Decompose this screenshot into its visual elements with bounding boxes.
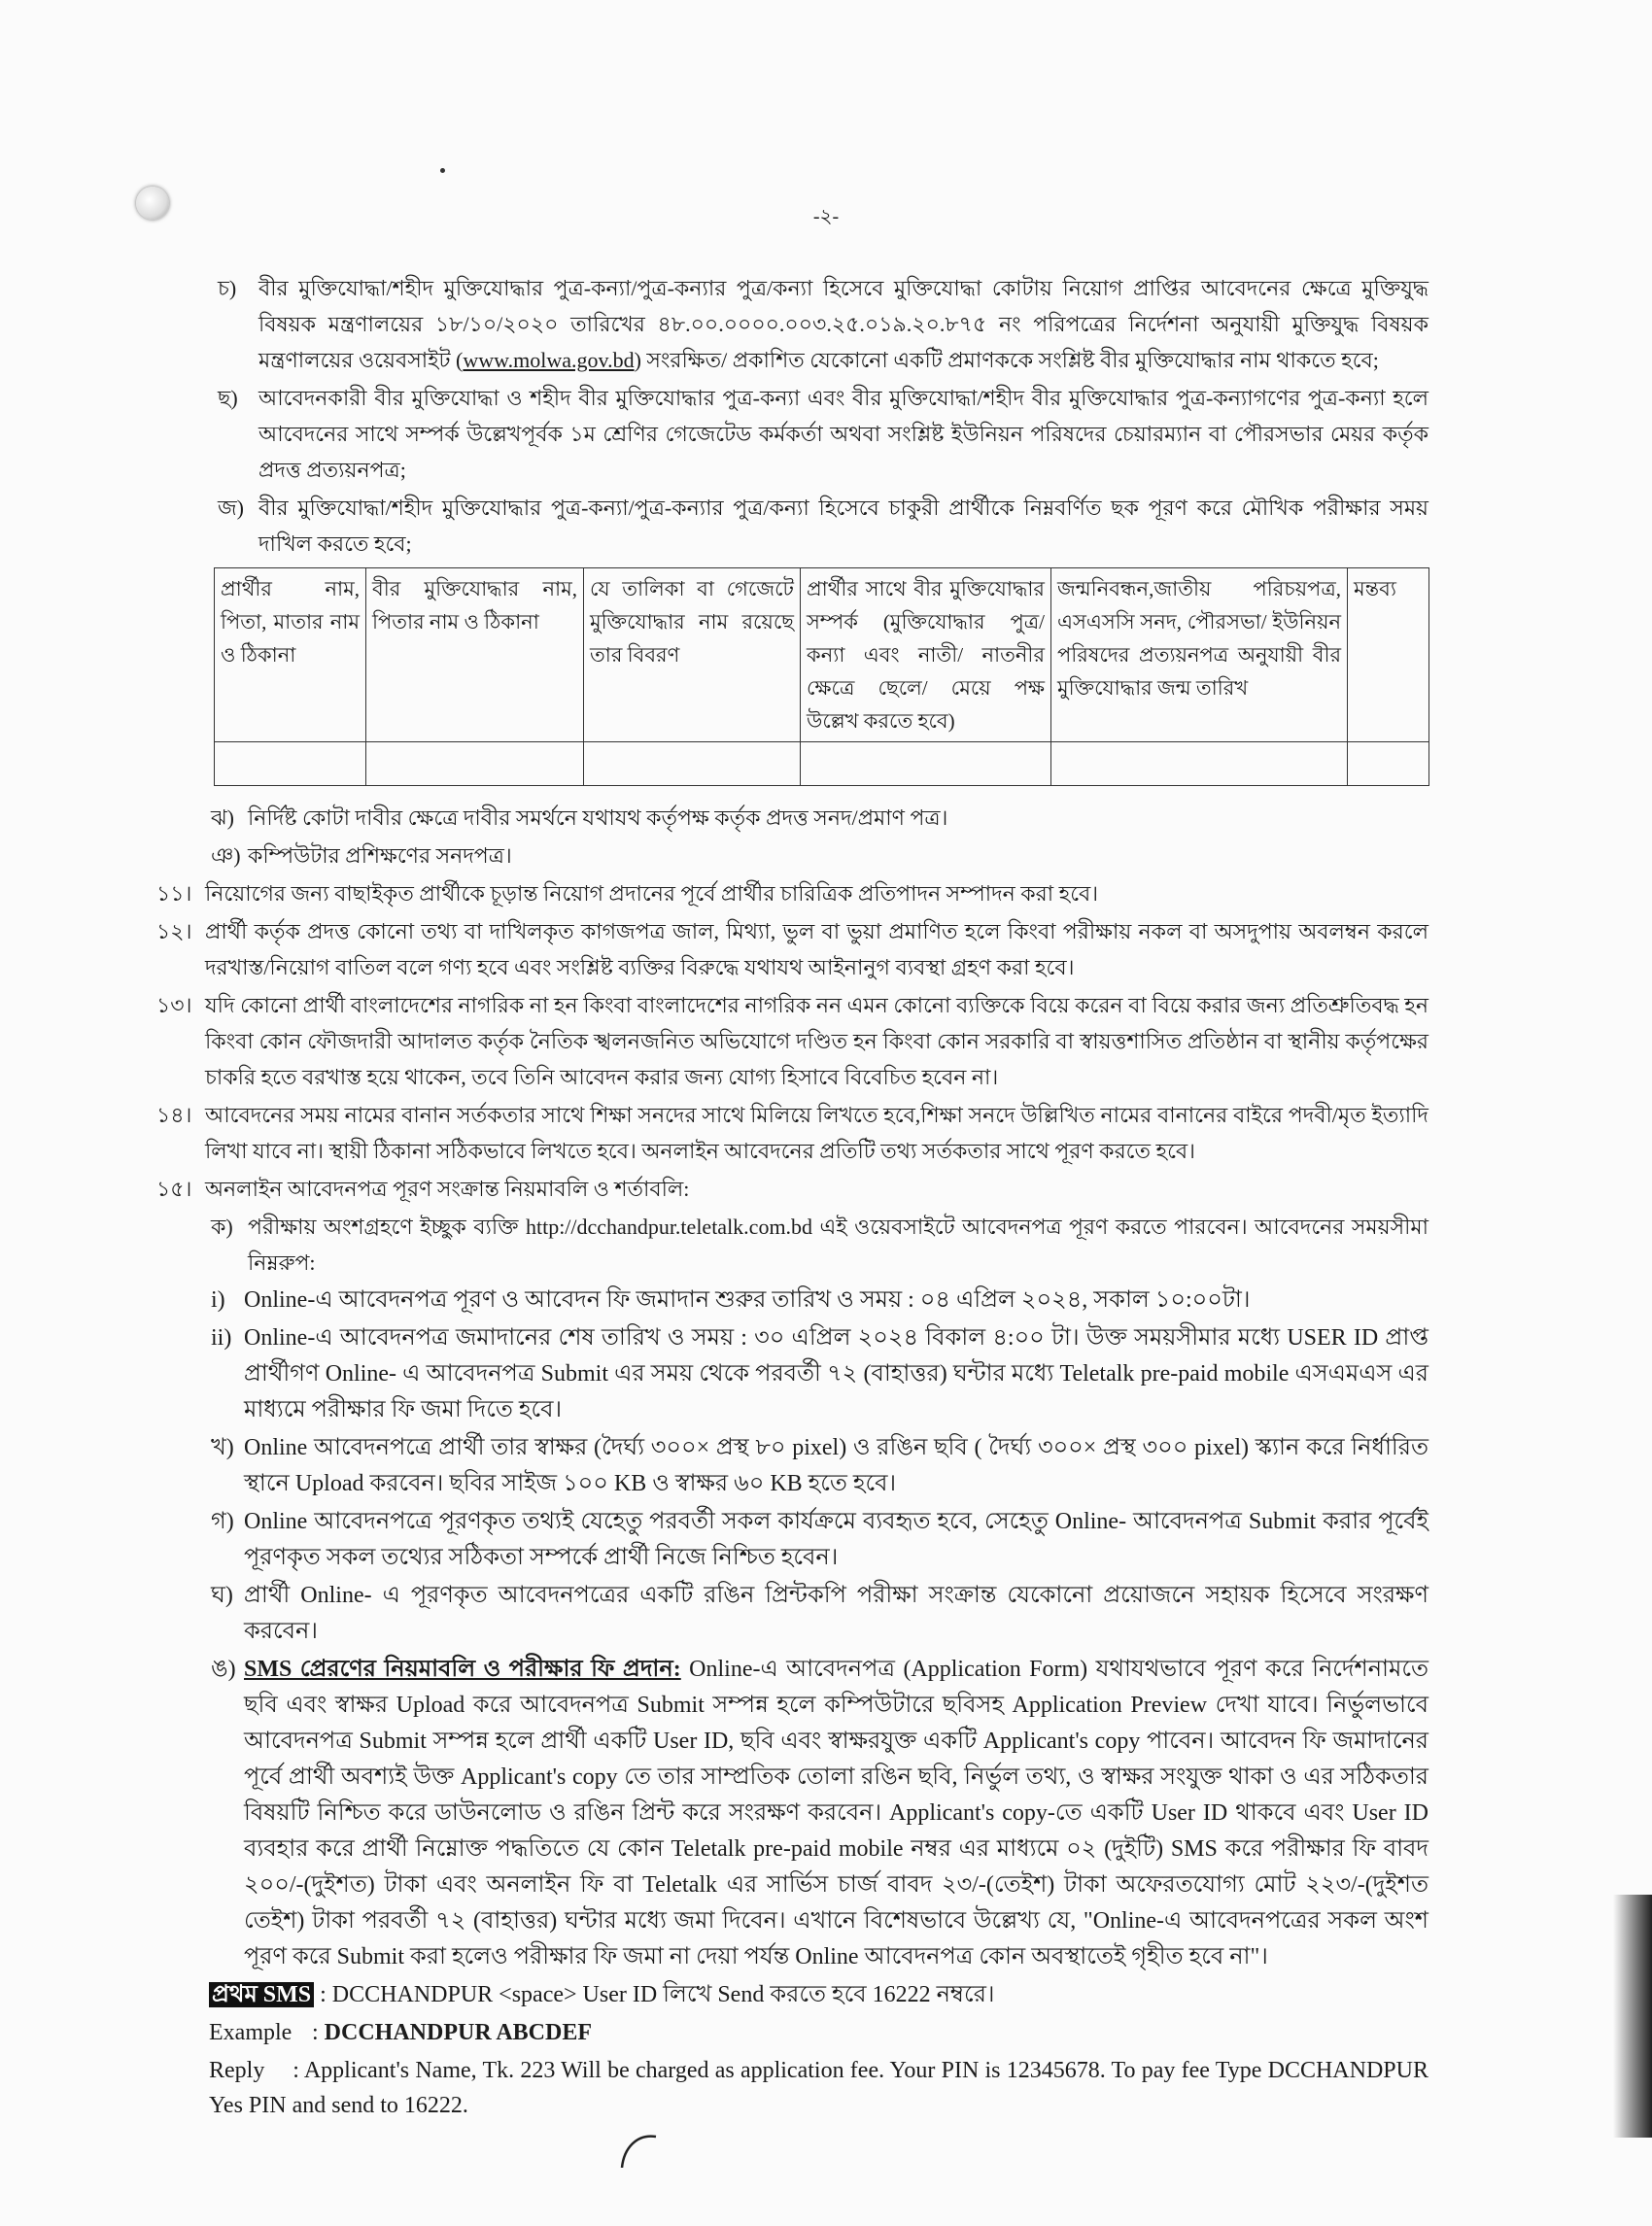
- table-cell: [366, 742, 584, 786]
- table-header-cell: মন্তব্য: [1348, 568, 1429, 742]
- table-header-cell: বীর মুক্তিযোদ্ধার নাম, পিতার নাম ও ঠিকানা: [366, 568, 584, 742]
- item-label: জ): [218, 496, 245, 520]
- item-label: ঞ): [211, 843, 241, 868]
- item-chha: [218, 380, 1428, 488]
- online-item-i: [211, 1283, 1428, 1318]
- table-cell: [215, 742, 366, 786]
- clause-text: নিয়োগের জন্য বাছাইকৃত প্রার্থীকে চূড়ান্ত নিয়োগ প্রদানের পূর্বে প্রার্থীর চারিত্রিক প্রতিপাদন সম্পাদন করা হবে।: [205, 881, 1099, 906]
- first-sms-line: [209, 1977, 1428, 2013]
- clause-number: ১১।: [156, 881, 192, 906]
- online-item-gha: [211, 1578, 1428, 1650]
- item-text: Online আবেদনপত্রে প্রার্থী তার স্বাক্ষর (দৈর্ঘ্য ৩০০× প্রস্থ ৮০ pixel) ও রঙিন ছবি ( দৈর্ঘ্য ৩০০× প্রস্থ ৩০০ pixel) স্ক্যান করে নির্ধারিত স্থানে Upload করবেন। ছবির সাইজ ১০০ KB ও স্বাক্ষর ৬০ KB হতে হবে।: [244, 1435, 1428, 1496]
- document-body: [155, 0, 1428, 2226]
- table-header-cell: যে তালিকা বা গেজেটে মুক্তিযোদ্ধার নাম রয়েছে তার বিবরণ: [584, 568, 801, 742]
- online-item-ga: [211, 1504, 1428, 1576]
- item-text: Online-এ আবেদনপত্র (Application Form) যথাযথভাবে পূরণ করে নির্দেশনামতে ছবি এবং স্বাক্ষর Upload করে আবেদনপত্র Submit সম্পন্ন হলে কম্পিউটারে ছবিসহ Application Preview দেখা যাবে। নির্ভুলভাবে আবেদনপত্র Submit সম্পন্ন হলে প্রার্থী একটি User ID, ছবি এবং স্বাক্ষরযুক্ত একটি Applicant's copy পাবেন। আবেদন ফি জমাদানের পূর্বে প্রার্থী অবশ্যই উক্ত Applicant's copy তে তার সাম্প্রতিক তোলা রঙিন ছবি, নির্ভুল তথ্য, ও স্বাক্ষর সংযুক্ত থাকা ও এর সঠিকতার বিষয়টি নিশ্চিত করে ডাউনলোড ও রঙিন প্রিন্ট করে সংরক্ষণ করবেন। Applicant's copy-তে একটি User ID থাকবে এবং User ID ব্যবহার করে প্রার্থী নিম্নোক্ত পদ্ধতিতে যে কোন Teletalk pre-paid mobile নম্বর এর মাধ্যমে ০২ (দুইটি) SMS করে পরীক্ষার ফি বাবদ ২০০/-(দুইশত) টাকা এবং অনলাইন ফি বা Teletalk এর সার্ভিস চার্জ বাবদ ২৩/-(তেইশ) টাকা অফেরতযোগ্য মোট ২২৩/-(দুইশত তেইশ) টাকা পরবর্তী ৭২ (বাহাত্তর) ঘন্টার মধ্যে জমা দিবেন। এখানে বিশেষভাবে উল্লেখ্য যে, "Online-এ আবেদনপত্রের সকল অংশ পূরণ করে Submit করা হলেও পরীক্ষার ফি জমা না দেয়া পর্যন্ত Online আবেদনপত্র কোন অবস্থাতেই গৃহীত হবে না"।: [244, 1657, 1428, 1969]
- clause-text: আবেদনের সময় নামের বানান সর্তকতার সাথে শিক্ষা সনদের সাথে মিলিয়ে লিখতে হবে,শিক্ষা সনদে উল্লিখিত নামের বানানের বাইরে পদবী/মৃত ইত্যাদি লিখা যাবে না। স্থায়ী ঠিকানা সঠিকভাবে লিখতে হবে। অনলাইন আবেদনের প্রতিটি তথ্য সর্তকতার সাথে পূরণ করতে হবে।: [205, 1103, 1428, 1163]
- example-value: DCCHANDPUR ABCDEF: [324, 2020, 593, 2045]
- item-text: প্রার্থী Online- এ পূরণকৃত আবেদনপত্রের একটি রঙিন প্রিন্টকপি পরীক্ষা সংক্রান্ত যেকোনো প্রয়োজনে সহায়ক হিসেবে সংরক্ষণ করবেন।: [244, 1583, 1428, 1644]
- online-item-ka: [211, 1209, 1428, 1281]
- table-empty-row: [215, 742, 1429, 786]
- item-label: ii): [211, 1325, 232, 1351]
- table-header-cell: জন্মনিবন্ধন,জাতীয় পরিচয়পত্র, এসএসসি সনদ, পৌরসভা/ ইউনিয়ন পরিষদের প্রত্যয়নপত্র অনুযায়ী বীর মুক্তিযোদ্ধার জন্ম তারিখ: [1051, 568, 1348, 742]
- item-text: পরীক্ষায় অংশগ্রহণে ইচ্ছুক ব্যক্তি http://dcchandpur.teletalk.com.bd এই ওয়েবসাইটে আবেদনপত্র পূরণ করতে পারবেন। আবেদনের সময়সীমা নিম্নরুপ:: [248, 1215, 1428, 1275]
- item-text: বীর মুক্তিযোদ্ধা/শহীদ মুক্তিযোদ্ধার পুত্র-কন্যা/পুত্র-কন্যার পুত্র/কন্যা হিসেবে মুক্তিযোদ্ধা কোটায় নিয়োগ প্রাপ্তির আবেদনের ক্ষেত্রে মুক্তিযুদ্ধ বিষয়ক মন্ত্রণালয়ের ১৮/১০/২০২০ তারিখের ৪৮.০০.০০০০.০০৩.২৫.০১৯.২০.৮৭৫ নং পরিপত্রের নির্দেশনা অনুযায়ী মুক্তিযুদ্ধ বিষয়ক মন্ত্রণালয়ের ওয়েবসাইট (: [258, 276, 1428, 372]
- item-label: ঘ): [211, 1583, 233, 1608]
- item-ja: [218, 490, 1428, 562]
- item-text: Online-এ আবেদনপত্র পূরণ ও আবেদন ফি জমাদান শুরুর তারিখ ও সময় : ০৪ এপ্রিল ২০২৪, সকাল ১০:০০টা।: [244, 1287, 1251, 1313]
- item-text: আবেদনকারী বীর মুক্তিযোদ্ধা ও শহীদ বীর মুক্তিযোদ্ধার পুত্র-কন্যা এবং বীর মুক্তিযোদ্ধা/শহীদ বীর মুক্তিযোদ্ধার পুত্র-কন্যাগণের পুত্র-কন্যা হলে আবেদনের সাথে সম্পর্ক উল্লেখপূর্বক ১ম শ্রেণির গেজেটেড কর্মকর্তা অথবা সংশ্লিষ্ট ইউনিয়ন পরিষদের চেয়ারম্যান বা পৌরসভার মেয়র কর্তৃক প্রদত্ত প্রত্যয়নপত্র;: [258, 386, 1428, 482]
- molwa-link[interactable]: www.molwa.gov.bd: [463, 348, 635, 372]
- first-sms-text: : DCCHANDPUR <space> User ID লিখে Send করতে হবে 16222 নম্বরে।: [320, 1982, 995, 2007]
- item-text: নির্দিষ্ট কোটা দাবীর ক্ষেত্রে দাবীর সমর্থনে যথাযথ কর্তৃপক্ষ কর্তৃক প্রদত্ত সনদ/প্রমাণ পত্র।: [248, 805, 948, 830]
- online-item-uma: [211, 1652, 1428, 1975]
- reply-text: : Applicant's Name, Tk. 223 Will be charged as application fee. Your PIN is 12345678. To pay fee Type DCCHANDPUR Yes PIN and send to 16222.: [209, 2058, 1428, 2118]
- sms-rules-heading: SMS প্রেরণের নিয়মাবলি ও পরীক্ষার ফি প্রদান:: [244, 1657, 681, 1682]
- item-label: ছ): [218, 386, 238, 410]
- item-jha: [211, 800, 1428, 836]
- example-label: Example: [209, 2020, 293, 2045]
- table-header-cell: প্রার্থীর সাথে বীর মুক্তিযোদ্ধার সম্পর্ক (মুক্তিযোদ্ধার পুত্র/ কন্যা এবং নাতী/ নাতনীর ক্ষেত্রে ছেলে/ মেয়ে পক্ষ উল্লেখ করতে হবে): [801, 568, 1051, 742]
- example-line: [209, 2015, 1428, 2051]
- clause-number: ১৪।: [156, 1103, 192, 1127]
- online-item-ii: [211, 1320, 1428, 1428]
- table-header-cell: প্রার্থীর নাম, পিতা, মাতার নাম ও ঠিকানা: [215, 568, 366, 742]
- item-text: বীর মুক্তিযোদ্ধা/শহীদ মুক্তিযোদ্ধার পুত্র-কন্যা/পুত্র-কন্যার পুত্র/কন্যা হিসেবে চাকুরী প্রার্থীকে নিম্নবর্ণিত ছক পূরণ করে মৌখিক পরীক্ষার সময় দাখিল করতে হবে;: [258, 496, 1428, 556]
- clause-14: [156, 1097, 1428, 1169]
- clause-text: অনলাইন আবেদনপত্র পূরণ সংক্রান্ত নিয়মাবলি ও শর্তাবলি:: [205, 1177, 690, 1201]
- table-cell: [801, 742, 1051, 786]
- freedom-fighter-info-table: [214, 567, 1429, 786]
- item-text: Online-এ আবেদনপত্র জমাদানের শেষ তারিখ ও সময় : ৩০ এপ্রিল ২০২৪ বিকাল ৪:০০ টা। উক্ত সময়সীমার মধ্যে USER ID প্রাপ্ত প্রার্থীগণ Online- এ আবেদনপত্র Submit এর সময় থেকে পরবর্তী ৭২ (বাহাত্তর) ঘন্টার মধ্যে Teletalk pre-paid mobile এসএমএস এর মাধ্যমে পরীক্ষার ফি জমা দিতে হবে।: [244, 1325, 1428, 1422]
- item-label: i): [211, 1287, 225, 1313]
- item-cha: [218, 270, 1428, 378]
- first-sms-label: প্রথম SMS: [209, 1982, 314, 2007]
- clause-number: ১৫।: [156, 1177, 192, 1201]
- online-item-kha: [211, 1430, 1428, 1502]
- item-label: ঙ): [211, 1657, 236, 1682]
- item-text: Online আবেদনপত্রে পূরণকৃত তথ্যই যেহেতু পরবর্তী সকল কার্যক্রমে ব্যবহৃত হবে, সেহেতু Online- আবেদনপত্র Submit করার পূর্বেই পূরণকৃত সকল তথ্যের সঠিকতা সম্পর্কে প্রার্থী নিজে নিশ্চিত হবেন।: [244, 1509, 1428, 1570]
- reply-label: Reply: [209, 2058, 265, 2083]
- clause-12: [156, 913, 1428, 985]
- table-cell: [1051, 742, 1348, 786]
- item-label: গ): [211, 1509, 234, 1534]
- item-nya: [211, 838, 1428, 873]
- item-text: কম্পিউটার প্রশিক্ষণের সনদপত্র।: [248, 843, 512, 868]
- clause-number: ১২।: [156, 919, 192, 943]
- signature-mark: [612, 2129, 690, 2168]
- item-text: ) সংরক্ষিত/ প্রকাশিত যেকোনো একটি প্রমাণককে সংশ্লিষ্ট বীর মুক্তিযোদ্ধার নাম থাকতে হবে;: [634, 348, 1379, 372]
- clause-text: যদি কোনো প্রার্থী বাংলাদেশের নাগরিক না হন কিংবা বাংলাদেশের নাগরিক নন এমন কোনো ব্যক্তিকে বিয়ে করেন বা বিয়ে করার জন্য প্রতিশ্রুতিবদ্ধ হন কিংবা কোন ফৌজদারী আদালত কর্তৃক নৈতিক স্খলনজনিত অভিযোগে দণ্ডিত হন কিংবা কোন সরকারি বা স্বায়ত্তশাসিত প্রতিষ্ঠান বা স্থানীয় কর্তৃপক্ষের চাকরি হতে বরখাস্ত হয়ে থাকেন, তবে তিনি আবেদন করার জন্য যোগ্য হিসাবে বিবেচিত হবেন না।: [205, 993, 1428, 1089]
- table-header-row: [215, 568, 1429, 742]
- table-cell: [584, 742, 801, 786]
- item-label: ক): [211, 1215, 233, 1239]
- scan-edge-shadow: [1613, 1895, 1652, 2138]
- item-label: চ): [218, 276, 237, 300]
- clause-11: [156, 875, 1428, 911]
- clause-15: [156, 1171, 1428, 1207]
- example-sep: :: [312, 2020, 319, 2045]
- reply-line: [209, 2053, 1428, 2123]
- table-cell: [1348, 742, 1429, 786]
- clause-number: ১৩।: [156, 993, 192, 1017]
- clause-13: [156, 987, 1428, 1095]
- item-label: খ): [211, 1435, 234, 1460]
- clause-text: প্রার্থী কর্তৃক প্রদত্ত কোনো তথ্য বা দাখিলকৃত কাগজপত্র জাল, মিথ্যা, ভুল বা ভুয়া প্রমাণিত হলে কিংবা পরীক্ষায় নকল বা অসদুপায় অবলম্বন করলে দরখাস্ত/নিয়োগ বাতিল বলে গণ্য হবে এবং সংশ্লিষ্ট ব্যক্তির বিরুদ্ধে যথাযথ আইনানুগ ব্যবস্থা গ্রহণ করা হবে।: [205, 919, 1428, 979]
- page-number: -২-: [812, 206, 840, 227]
- item-label: ঝ): [211, 805, 234, 830]
